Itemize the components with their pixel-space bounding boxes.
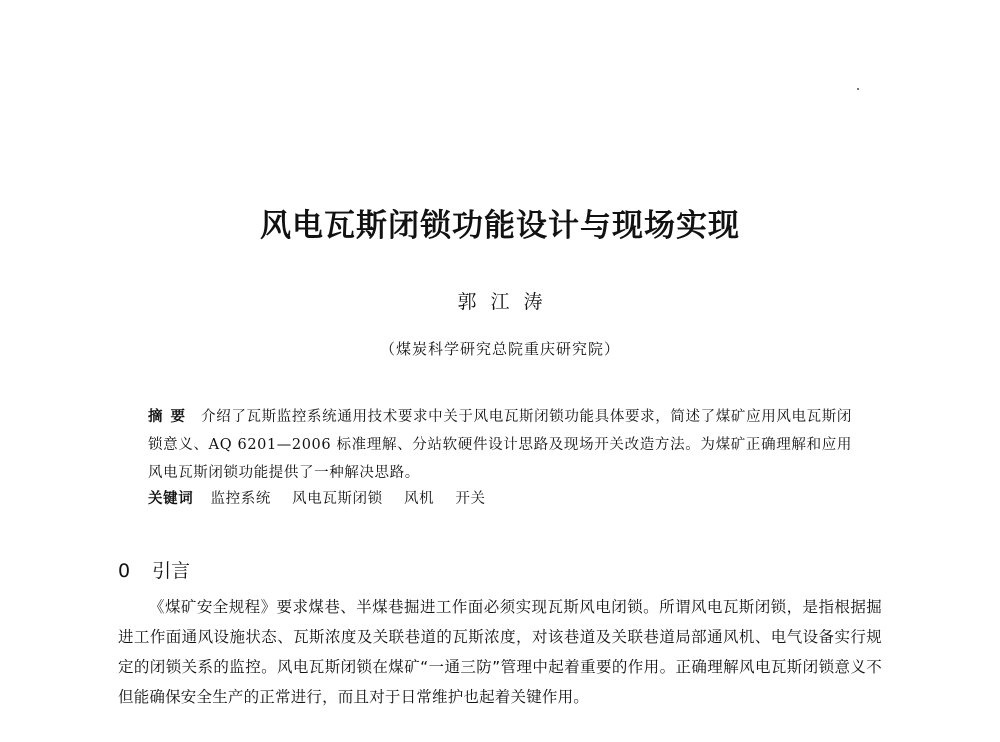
section-number: 0 (118, 560, 131, 582)
keyword: 风电瓦斯闭锁 (292, 491, 383, 507)
paper-title: 风电瓦斯闭锁功能设计与现场实现 (260, 208, 740, 244)
author-name: 郭江涛 (457, 291, 557, 313)
keywords-block (148, 487, 852, 508)
section-title: 引言 (152, 560, 191, 582)
keywords-label: 关键词 (148, 491, 194, 507)
author-affiliation: （煤炭科学研究总院重庆研究院） (379, 340, 620, 358)
keyword: 监控系统 (210, 491, 271, 507)
abstract-label: 摘要 (148, 409, 194, 425)
abstract-text: 介绍了瓦斯监控系统通用技术要求中关于风电瓦斯闭锁功能具体要求，简述了煤矿应用风电瓦斯闭锁意义、AQ 6201—2006 标准理解、分站软硬件设计思路及现场开关改造方法。为煤矿正确理解和应用风电瓦斯闭锁功能提供了一种解决思路。 (148, 409, 852, 481)
keyword: 风机 (403, 491, 435, 507)
section-heading (118, 556, 190, 583)
abstract-block (148, 403, 852, 487)
keyword: 开关 (455, 491, 486, 507)
scan-speck (857, 88, 859, 90)
intro-paragraph: 《煤矿安全规程》要求煤巷、半煤巷掘进工作面必须实现瓦斯风电闭锁。所谓风电瓦斯闭锁，是指根据掘进工作面通风设施状态、瓦斯浓度及关联巷道的瓦斯浓度，对该巷道及关联巷道局部通风机、电气设备实行规定的闭锁关系的监控。风电瓦斯闭锁在煤矿“一通三防”管理中起着重要的作用。正确理解风电瓦斯闭锁意义不但能确保安全生产的正常进行，而且对于日常维护也起着关键作用。 (118, 598, 882, 706)
